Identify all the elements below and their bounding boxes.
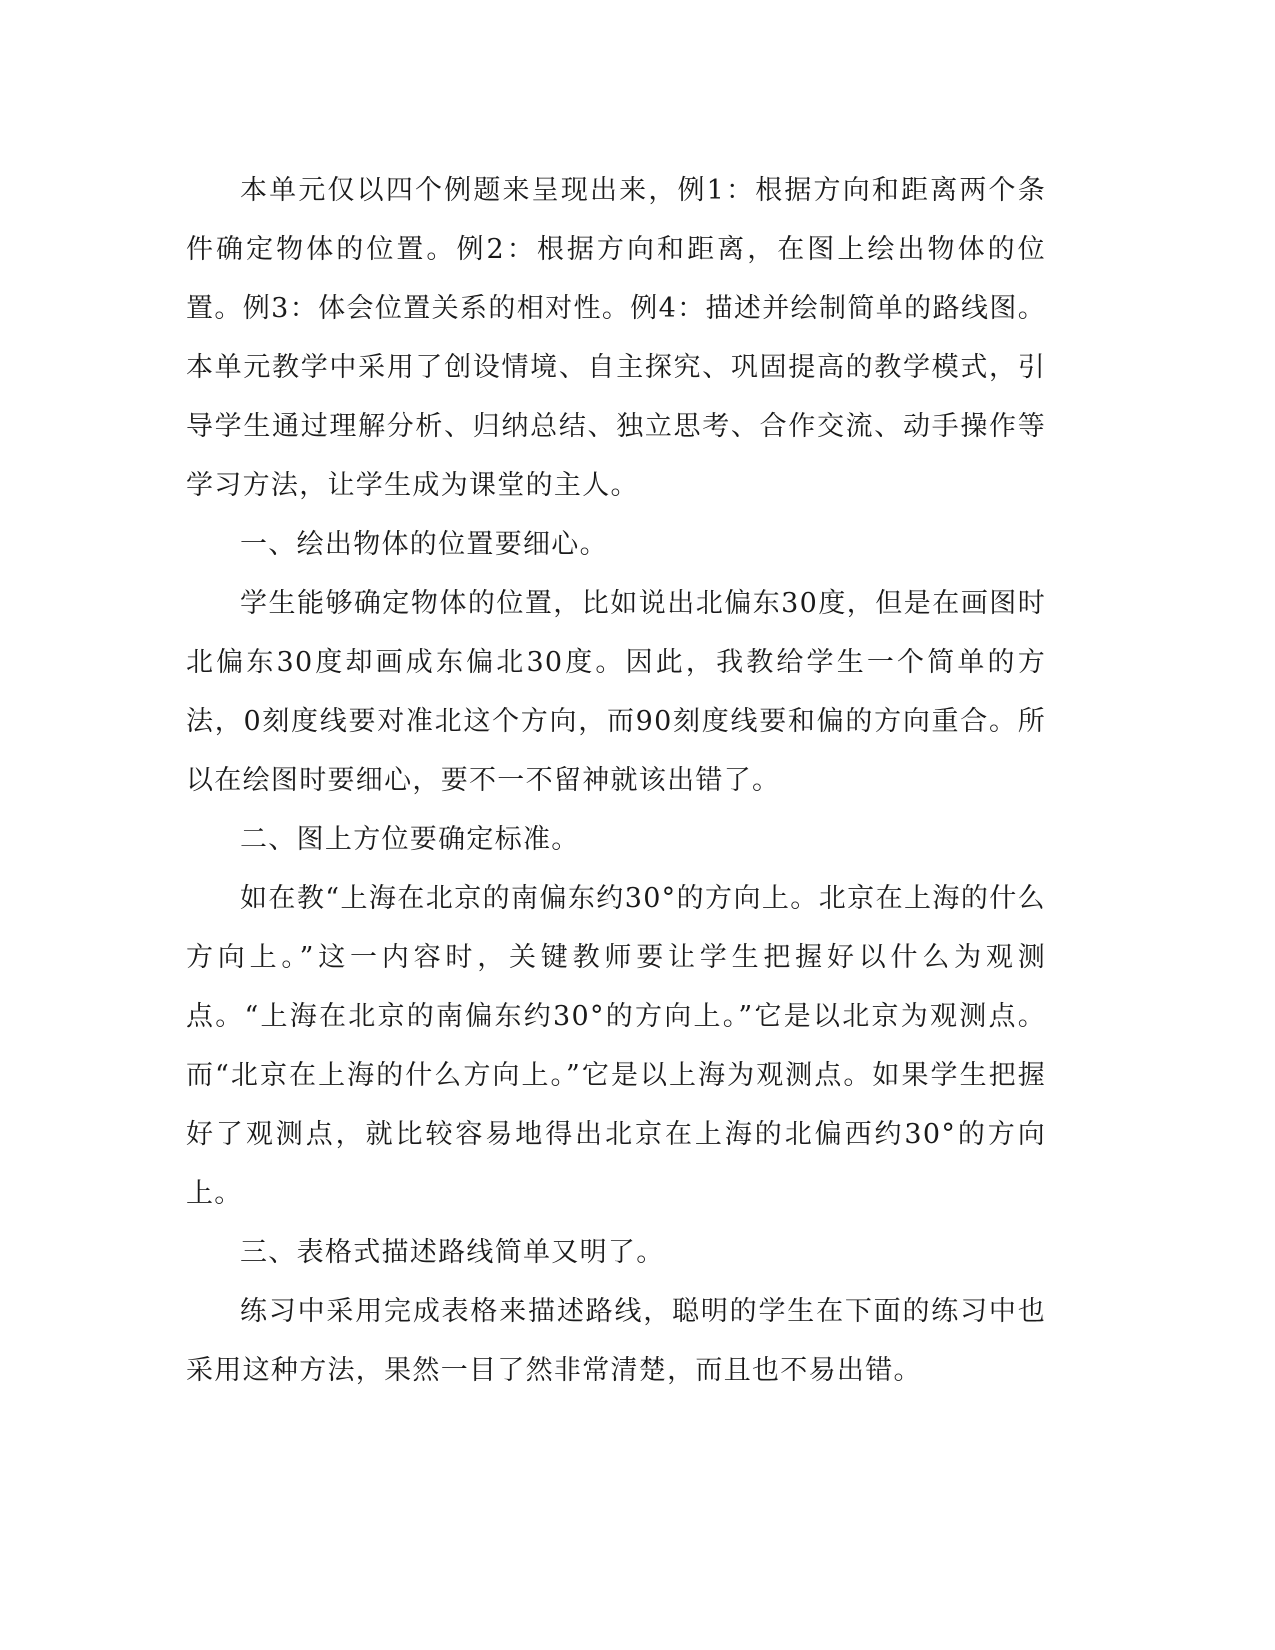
document-body	[186, 161, 1046, 1400]
paragraph-section-2: 如在教“上海在北京的南偏东约30°的方向上。北京在上海的什么方向上。”这一内容时，关键教师要让学生把握好以什么为观测点。“上海在北京的南偏东约30°的方向上。”它是以北京为观测点。而“北京在上海的什么方向上。”它是以上海为观测点。如果学生把握好了观测点，就比较容易地得出北京在上海的北偏西约30°的方向上。	[186, 883, 1046, 1209]
paragraph-intro: 本单元仅以四个例题来呈现出来，例1：根据方向和距离两个条件确定物体的位置。例2：根据方向和距离，在图上绘出物体的位置。例3：体会位置关系的相对性。例4：描述并绘制简单的路线图。本单元教学中采用了创设情境、自主探究、巩固提高的教学模式，引导学生通过理解分析、归纳总结、独立思考、合作交流、动手操作等学习方法，让学生成为课堂的主人。	[186, 175, 1046, 501]
heading-section-3: 三、表格式描述路线简单又明了。	[240, 1237, 665, 1268]
paragraph-section-1: 学生能够确定物体的位置，比如说出北偏东30度，但是在画图时北偏东30度却画成东偏北30度。因此，我教给学生一个简单的方法，0刻度线要对准北这个方向，而90刻度线要和偏的方向重合。所以在绘图时要细心，要不一不留神就该出错了。	[186, 588, 1046, 796]
paragraph-section-3: 练习中采用完成表格来描述路线，聪明的学生在下面的练习中也采用这种方法，果然一目了然非常清楚，而且也不易出错。	[186, 1296, 1046, 1386]
heading-section-2: 二、图上方位要确定标准。	[240, 824, 580, 855]
heading-section-1: 一、绘出物体的位置要细心。	[240, 529, 608, 560]
